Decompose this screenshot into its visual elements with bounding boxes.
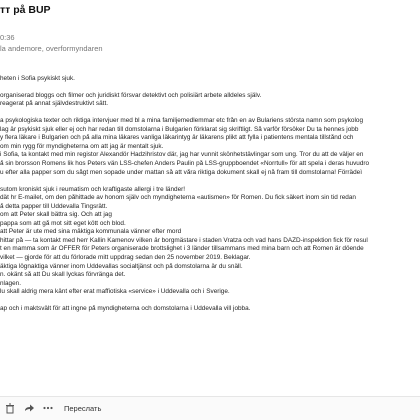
message-footer-toolbar bbox=[0, 396, 420, 420]
more-icon[interactable] bbox=[42, 402, 54, 414]
body-line: organiserad bloggs och filmer och juridiskt försvar detektivt och polisiärt arbete alldeles själv. bbox=[0, 91, 262, 99]
blank-line bbox=[0, 177, 420, 186]
body-line: om min rygg för myndigheterna om att jag är mentalt sjuk. bbox=[0, 142, 164, 150]
message-body bbox=[0, 66, 420, 391]
body-line: dät hr E-mailet, om den påhittade av honom själv och myndigheterna «autismen» för Romen. Du fick säkert inom sin tid redan bbox=[0, 194, 356, 202]
blank-line bbox=[0, 109, 420, 118]
body-line: å sin brorsson Romens lik hos Peters vän LSS-chefen Anders Paulin på LSS-gruppboendet «Norrtull» för att spela i deras huvudro bbox=[0, 160, 370, 168]
body-line: vilket — gjorde för att du förlorade mitt uppdrag sedan den 25 november 2019. Beklagar. bbox=[0, 254, 251, 262]
body-line: å detta papper till Uddevalla Tingsrätt. bbox=[0, 202, 108, 210]
body-line: nlagen. bbox=[0, 279, 21, 287]
message-recipients[interactable]: la andemore, overformyndaren bbox=[0, 44, 103, 53]
body-line: ap och i maktsvält för att ingne på myndigheterna och domstolarna i Uddevalla vill jobba. bbox=[0, 305, 251, 313]
body-line: pappa som att gå mot sitt eget kött och blod. bbox=[0, 219, 126, 227]
body-line: heten i Sofia psykiskt sjuk. bbox=[0, 74, 75, 82]
body-line: lu skall aldrig mera känt efter erat maffiotiska «service» i Uddevalla och i Sverige. bbox=[0, 288, 230, 296]
body-line: y flera läkare i Bulgarien och på alla mina läkares vanliga läkarintyg är läkarens plikt att fylla i patientens mentala tillstånd och bbox=[0, 134, 354, 142]
body-line: hittar på — ta kontakt med herr Kallin Kamenov vilken är borgmästare i staden Vratza och vad hans DAZD-inspektion fick för resul bbox=[0, 236, 368, 244]
blank-line bbox=[0, 297, 420, 306]
body-line: n. okänt så att Du skall lyckas förvränga det. bbox=[0, 271, 126, 279]
forward-icon[interactable] bbox=[23, 402, 35, 414]
forward-button-label[interactable]: Переслать bbox=[64, 404, 102, 413]
blank-line bbox=[0, 83, 420, 92]
body-line: om att Peter skall bättra sig. Och att jag bbox=[0, 211, 112, 219]
message-time: 0:36 bbox=[0, 33, 15, 42]
body-line: äktiga lögnaktiga vänner inom Uddevallas socialtjänst och på domstolarna är du snäll. bbox=[0, 262, 243, 270]
body-line: lag är psykiskt sjuk eller ej och har redan till domstolarna i Bulgarien förklarat sig skriftligt. Så varför försöker Du ta hennes jobb bbox=[0, 125, 359, 133]
message-subject: тт på BUP bbox=[0, 4, 51, 16]
blank-line bbox=[0, 66, 420, 75]
body-line: reagerat på annat själv​destruktivt sätt. bbox=[0, 100, 108, 108]
blank-line bbox=[0, 314, 420, 323]
delete-icon[interactable] bbox=[4, 402, 16, 414]
body-line: t en mamma som är OFFER för Peters organiserade brottslighet i 3 länder tillsammans med mina barn och att Romen är döende bbox=[0, 245, 364, 253]
message-header bbox=[0, 0, 420, 60]
body-line: a psykologiska texter och riktiga intervjuer med bl a mina familjemedlemmar etc från en av Bulariens största namn som psykolog bbox=[0, 117, 364, 125]
body-line: u efter alla papper som du sågt men sopade under mattan så att våra riktiga dokument skall ej nå fram till domstolarna! Förrädeì bbox=[0, 168, 362, 176]
body-line: att Peter är ute med sina mäktiga kommunala vänner efter mord bbox=[0, 228, 182, 236]
footer-icon-group bbox=[4, 402, 54, 414]
body-line: sutom kroniskt sjuk i reumatism och kraftigaste allergi i tre länder! bbox=[0, 185, 186, 193]
body-line: i Sofia, ta kontakt med min registor Alexandör Hadzihristov där, jag har vunnit skönhetstävlingar som ung. Tror du att de väljer en bbox=[0, 151, 364, 159]
